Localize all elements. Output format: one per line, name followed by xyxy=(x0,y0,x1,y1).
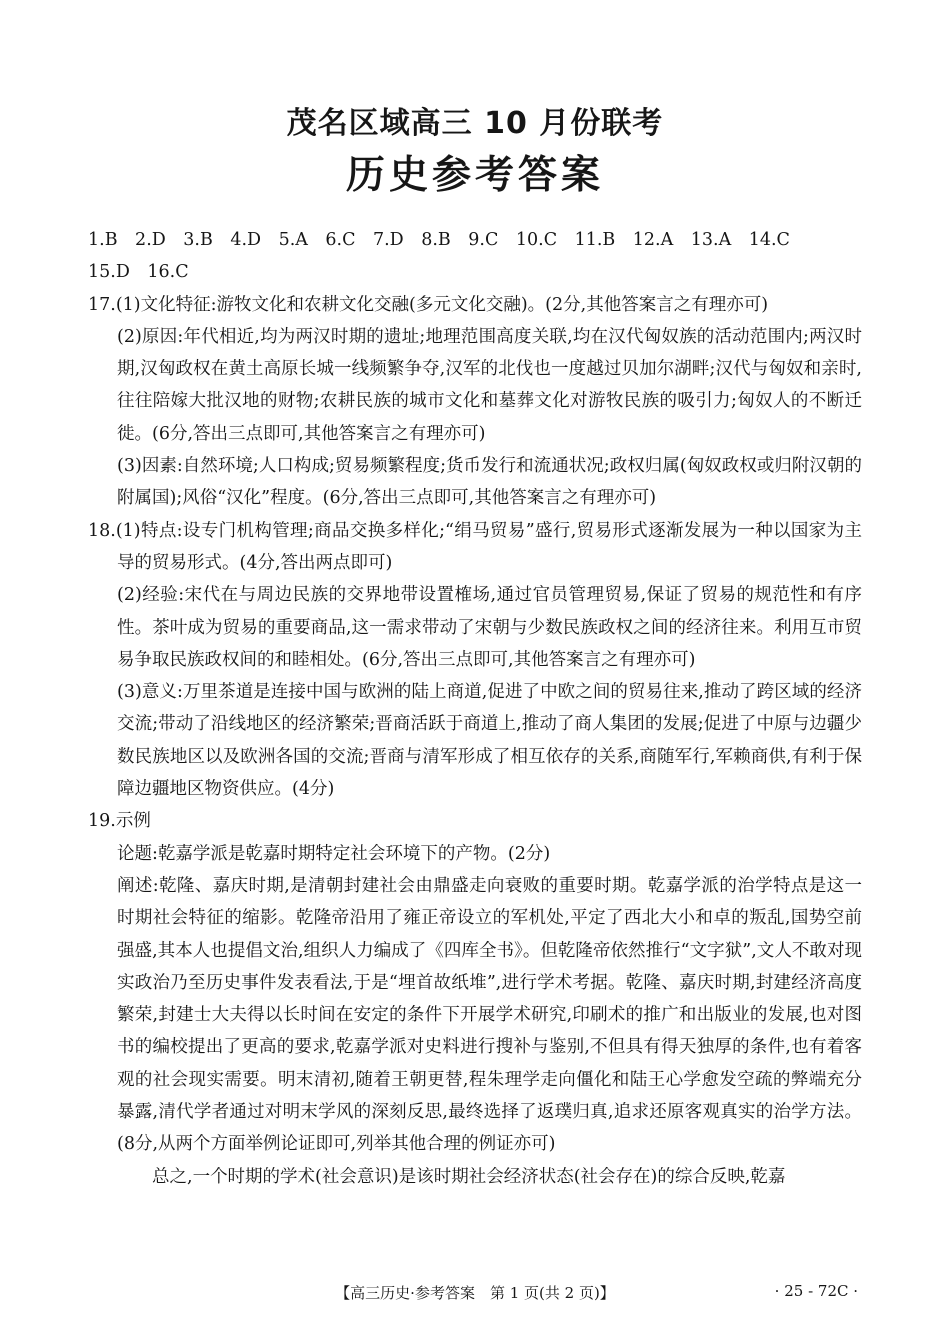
answer-content xyxy=(88,224,862,1193)
answer-key-title: 历史参考答案 xyxy=(345,153,604,198)
question-19 xyxy=(88,805,862,1193)
footer-page-info: 【高三历史·参考答案 第 1 页(共 2 页)】 xyxy=(335,1284,615,1302)
q18-part-3: (3)意义:万里茶道是连接中国与欧洲的陆上商道,促进了中欧之间的贸易往来,推动了跨区域的经济交流;带动了沿线地区的经济繁荣;晋商活跃于商道上,推动了商人集团的发展;促进了中原与边疆少数民族地区以及欧洲各国的交流;晋商与清军形成了相互依存的关系,商随军行,军赖商供,有利于保障边疆地区物资供应。(4分) xyxy=(117,682,862,800)
q19-stem: 19.示例 xyxy=(88,811,151,832)
question-18 xyxy=(88,515,862,806)
exam-title: 茂名区域高三 10 月份联考 xyxy=(286,106,664,141)
q19-conclusion: 总之,一个时期的学术(社会意识)是该时期社会经济状态(社会存在)的综合反映,乾嘉 xyxy=(152,1166,786,1187)
footer-exam-code: · 25 - 72C · xyxy=(774,1282,858,1300)
q17-part-1: 17.(1)文化特征:游牧文化和农耕文化交融(多元文化交融)。(2分,其他答案言之有理亦可) xyxy=(88,294,769,315)
q19-argument: 阐述:乾隆、嘉庆时期,是清朝封建社会由鼎盛走向衰败的重要时期。乾嘉学派的治学特点是这一时期社会特征的缩影。乾隆帝沿用了雍正帝设立的军机处,平定了西北大小和卓的叛乱,国势空前强盛,其本人也提倡文治,组织人力编成了《四库全书》。但乾隆帝依然推行“文字狱”,文人不敢对现实政治乃至历史事件发表看法,于是“埋首故纸堆”,进行学术考据。乾隆、嘉庆时期,封建经济高度繁荣,封建士大夫得以长时间在安定的条件下开展学术研究,印刷术的推广和出版业的发展,也对图书的编校提出了更高的要求,乾嘉学派对史料进行搜补与鉴别,不但具有得天独厚的条件,也有着客观的社会现实需要。明末清初,随着王朝更替,程朱理学走向僵化和陆王心学愈发空疏的弊端充分暴露,清代学者通过对明末学风的深刻反思,最终选择了返璞归真,追求还原客观真实的治学方法。(8分,从两个方面举例论证即可,列举其他合理的例证亦可) xyxy=(117,875,862,1155)
q18-part-2: (2)经验:宋代在与周边民族的交界地带设置榷场,通过官员管理贸易,保证了贸易的规范性和有序性。茶叶成为贸易的重要商品,这一需求带动了宋朝与少数民族政权之间的经济往来。利用互市贸易争取民族政权间的和睦相处。(6分,答出三点即可,其他答案言之有理亦可) xyxy=(117,585,862,670)
q18-part-1: 18.(1)特点:设专门机构管理;商品交换多样化;“绢马贸易”盛行,贸易形式逐渐发展为一种以国家为主导的贸易形式。(4分,答出两点即可) xyxy=(88,520,862,573)
q17-part-3: (3)因素:自然环境;人口构成;贸易频繁程度;货币发行和流通状况;政权归属(匈奴政权或归附汉朝的附属国);风俗“汉化”程度。(6分,答出三点即可,其他答案言之有理亦可) xyxy=(117,456,862,509)
mc-answers-line-1: 1.B 2.D 3.B 4.D 5.A 6.C 7.D 8.B 9.C 10.C 11.B 12.A 13.A 14.C xyxy=(88,230,790,250)
q17-part-2: (2)原因:年代相近,均为两汉时期的遗址;地理范围高度关联,均在汉代匈奴族的活动范围内;两汉时期,汉匈政权在黄土高原长城一线频繁争夺,汉军的北伐也一度越过贝加尔湖畔;汉代与匈奴和亲时,往往陪嫁大批汉地的财物;农耕民族的城市文化和墓葬文化对游牧民族的吸引力;匈奴人的不断迁徙。(6分,答出三点即可,其他答案言之有理亦可) xyxy=(117,326,862,444)
page-footer xyxy=(0,1282,950,1308)
multiple-choice-answers xyxy=(88,224,862,289)
q19-thesis: 论题:乾嘉学派是乾嘉时期特定社会环境下的产物。(2分) xyxy=(117,843,551,864)
question-17 xyxy=(88,289,862,515)
mc-answers-line-2: 15.D 16.C xyxy=(88,262,189,283)
